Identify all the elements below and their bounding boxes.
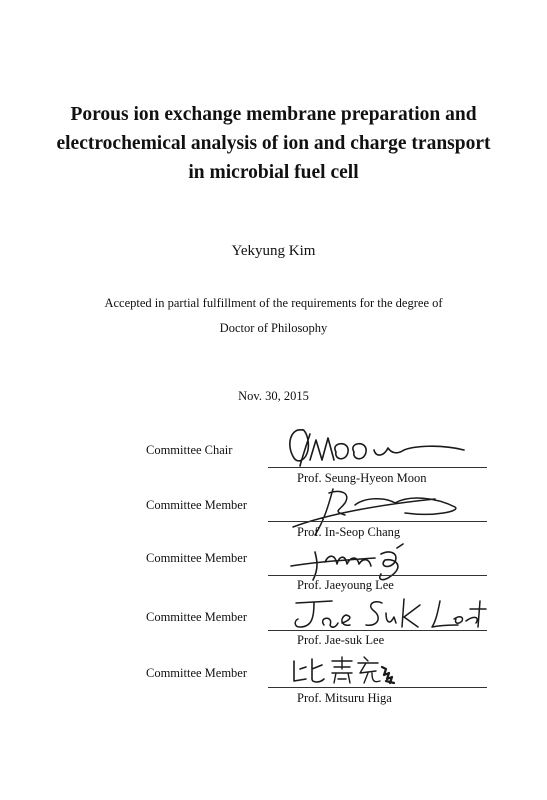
committee-name-3: Prof. Jaeyoung Lee <box>297 578 394 592</box>
title-line-2: electrochemical analysis of ion and charge transport <box>56 133 491 154</box>
committee-role-4: Committee Member <box>146 610 248 624</box>
committee-role-5: Committee Member <box>146 666 248 680</box>
author-name: Yekyung Kim <box>231 243 316 259</box>
thesis-title <box>20 100 527 187</box>
signature-line-3 <box>268 575 487 576</box>
signature-line-1 <box>268 467 487 468</box>
signature-line-4 <box>268 630 487 631</box>
committee-role-1: Committee Chair <box>146 443 233 457</box>
approval-date: Nov. 30, 2015 <box>238 389 309 403</box>
signature-lee-jaesuk <box>290 595 490 635</box>
committee-role-2: Committee Member <box>146 498 248 512</box>
title-line-1: Porous ion exchange membrane preparation and <box>70 104 477 125</box>
signature-line-5 <box>268 687 487 688</box>
signature-higa <box>290 655 400 687</box>
committee-name-4: Prof. Jae-suk Lee <box>297 633 385 647</box>
committee-name-2: Prof. In-Seop Chang <box>297 525 401 539</box>
committee-name-5: Prof. Mitsuru Higa <box>297 691 392 705</box>
signature-line-2 <box>268 521 487 522</box>
title-line-3: in microbial fuel cell <box>188 162 359 183</box>
acceptance-line-2: Doctor of Philosophy <box>219 321 328 335</box>
committee-role-3: Committee Member <box>146 551 248 565</box>
acceptance-line-1: Accepted in partial fulfillment of the requirements for the degree of <box>104 296 443 310</box>
committee-name-1: Prof. Seung-Hyeon Moon <box>297 471 427 485</box>
acceptance-statement <box>0 291 547 341</box>
signature-moon <box>280 420 470 470</box>
